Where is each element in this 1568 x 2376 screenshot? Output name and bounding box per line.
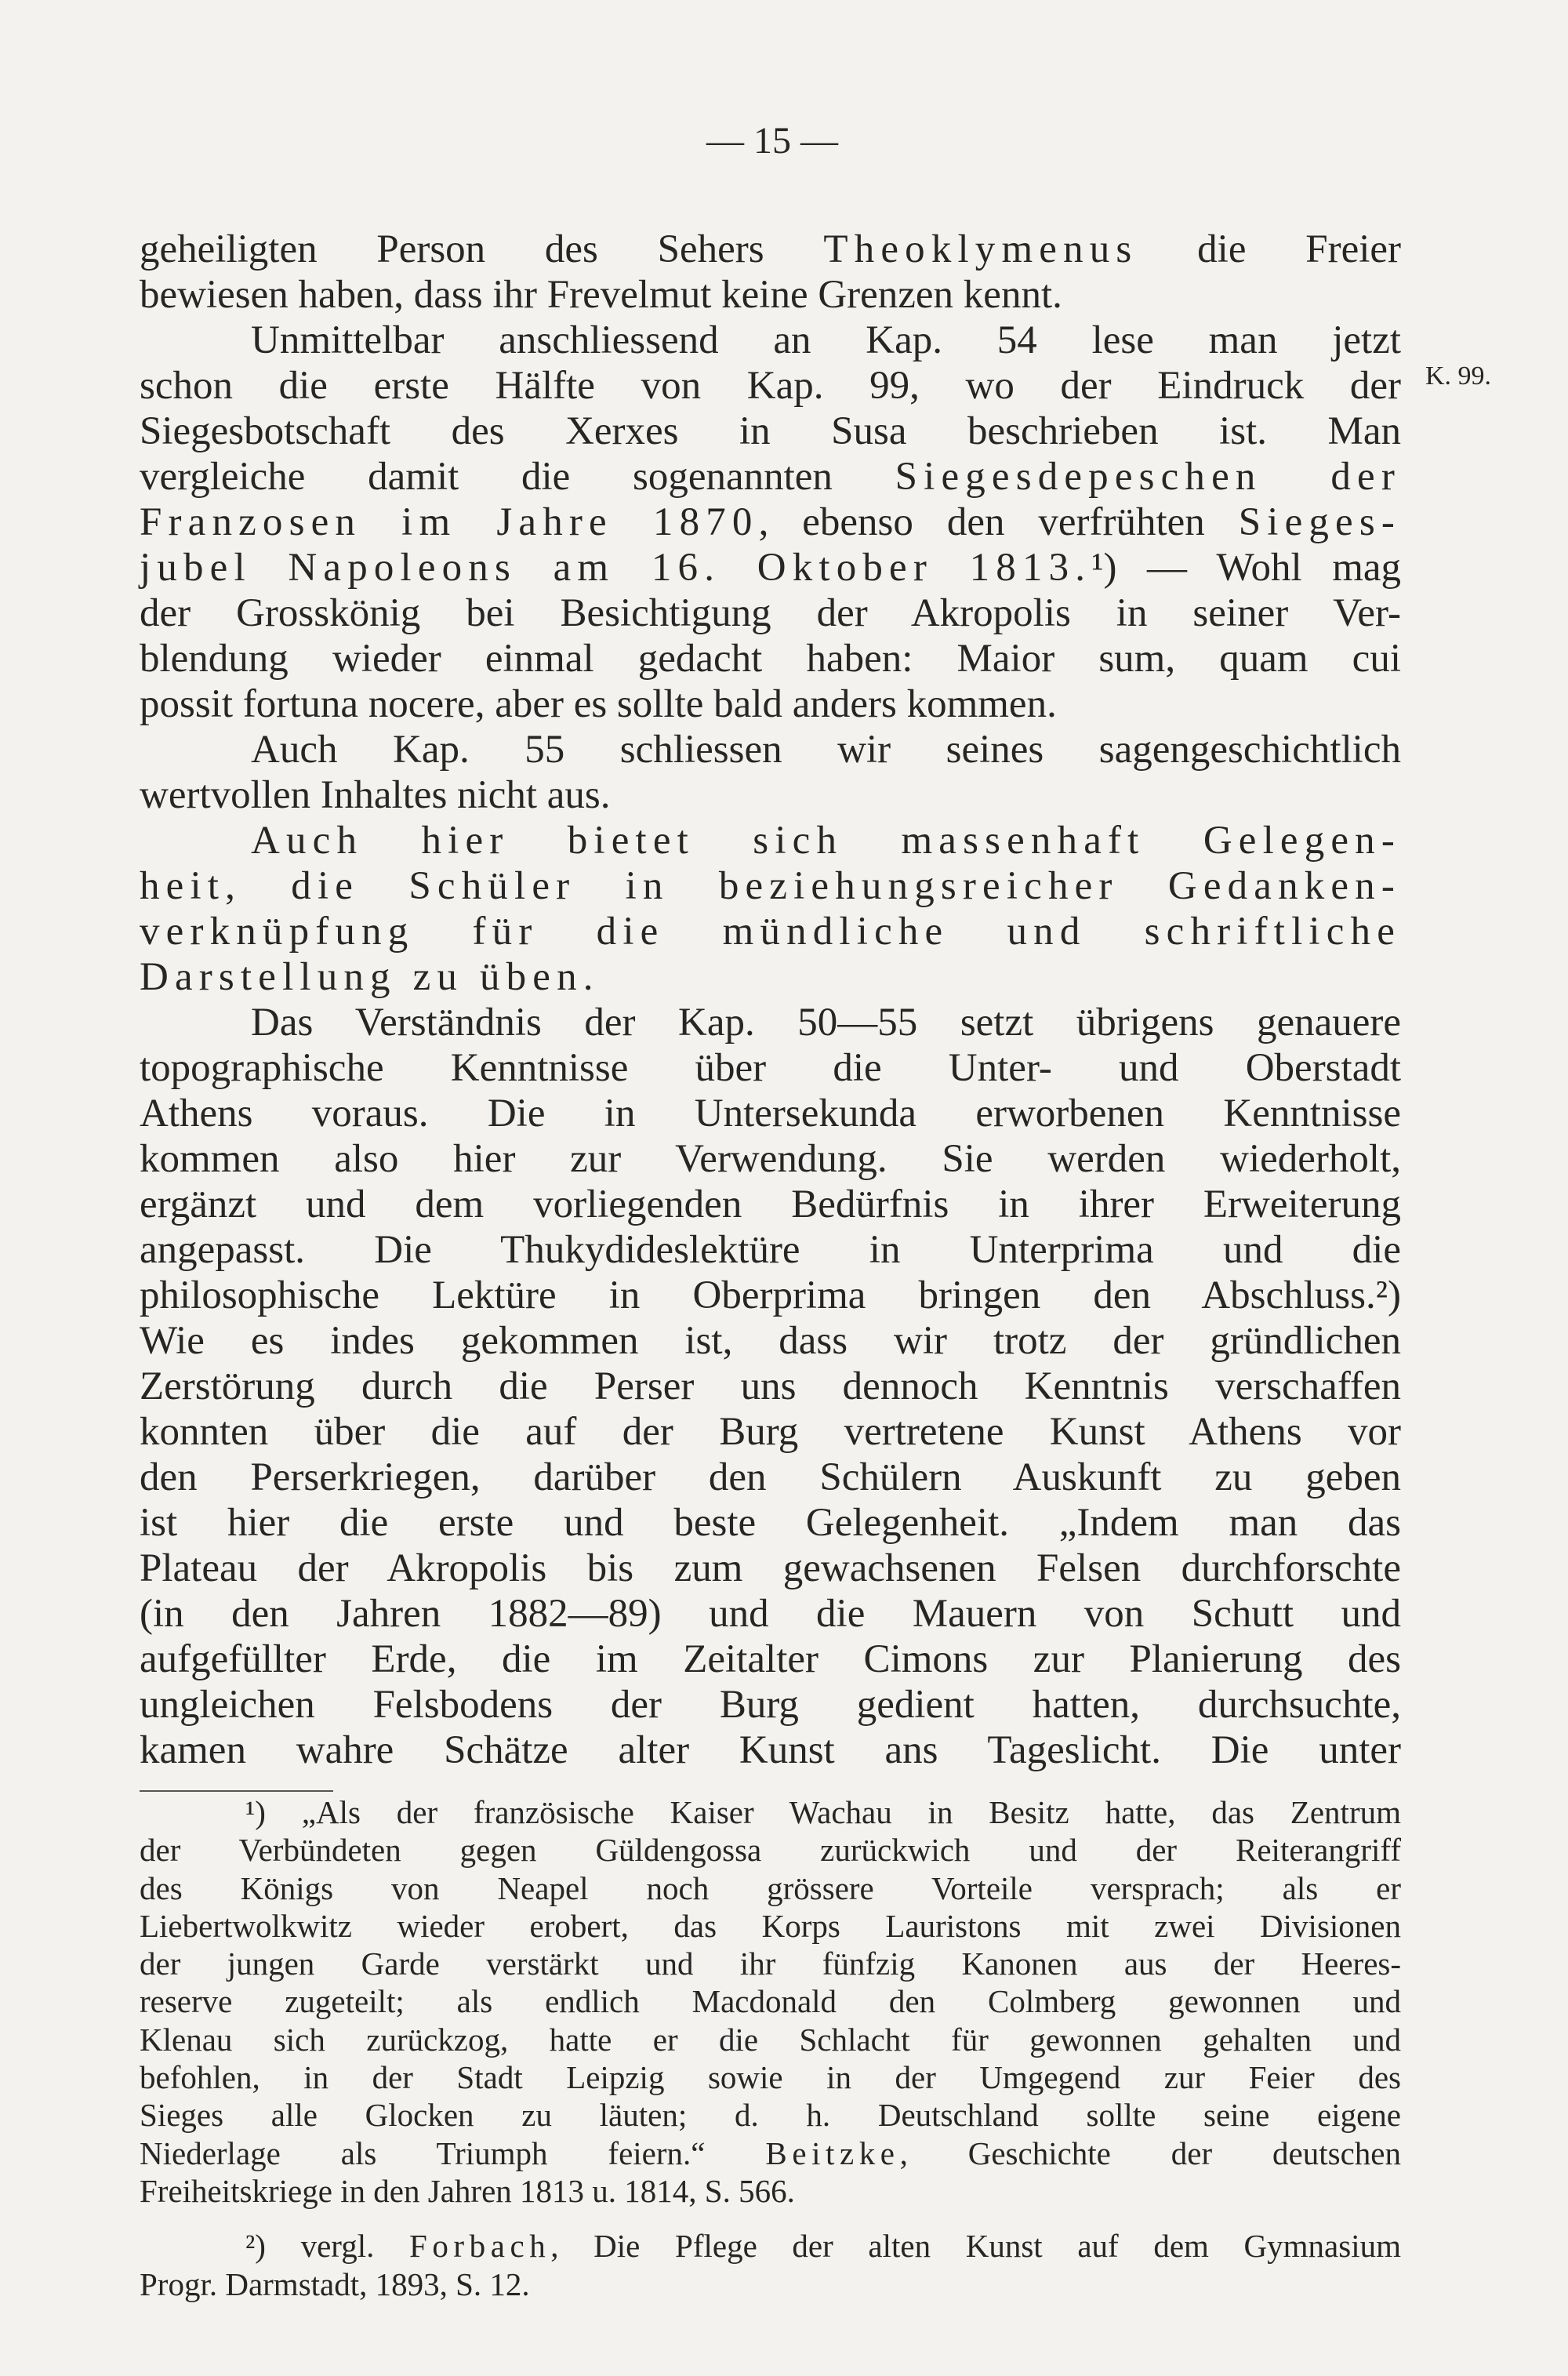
text-run: konnten über die auf der Burg vertretene Kunst Athens vor	[140, 1410, 1401, 1454]
spaced-emphasis-text: Franzosen im Jahre 1870	[140, 500, 759, 544]
footnote-line	[140, 2172, 1401, 2210]
text-line	[140, 363, 1401, 409]
spaced-emphasis-text: Forbach	[409, 2228, 551, 2265]
text-line	[140, 909, 1401, 954]
text-line	[140, 1091, 1401, 1136]
footnote-gap	[140, 2210, 1401, 2227]
footnote-line	[140, 1831, 1401, 1869]
text-run: vergleiche damit die sogenannten	[140, 455, 895, 499]
text-line	[140, 454, 1401, 500]
text-line	[140, 500, 1401, 545]
text-run: angepasst. Die Thukydideslektüre in Unterprima und die	[140, 1228, 1401, 1272]
text-run: kommen also hier zur Verwendung. Sie werden wiederholt,	[140, 1137, 1401, 1181]
text-line	[140, 1227, 1401, 1273]
text-run: Progr. Darmstadt, 1893, S. 12.	[140, 2265, 530, 2302]
footnote-line	[140, 1907, 1401, 1945]
text-run: blendung wieder einmal gedacht haben: Maior sum, quam cui	[140, 637, 1401, 681]
spaced-emphasis-text: Auch hier bietet sich massenhaft Gelegen-	[251, 819, 1401, 863]
text-line	[140, 1409, 1401, 1455]
text-run: bewiesen haben, dass ihr Frevelmut keine Grenzen kennt.	[140, 273, 1062, 317]
footnote-divider	[140, 1790, 333, 1792]
text-line	[140, 1682, 1401, 1728]
text-line	[140, 1136, 1401, 1182]
text-line	[140, 954, 1401, 1000]
text-run: ¹) — Wohl mag	[1091, 546, 1402, 590]
text-line	[140, 772, 1401, 818]
text-run: philosophische Lektüre in Oberprima bringen den Abschluss.²)	[140, 1273, 1401, 1317]
text-run: der jungen Garde verstärkt und ihr fünfzig Kanonen aus der Heeres-	[140, 1945, 1401, 1982]
text-line	[140, 1182, 1401, 1227]
page-number: — 15 —	[706, 120, 838, 162]
text-run: ¹) „Als der französische Kaiser Wachau in Besitz hatte, das Zentrum	[245, 1794, 1401, 1830]
text-line	[140, 318, 1401, 363]
text-line	[140, 636, 1401, 681]
text-run: geheiligten Person des Sehers	[140, 227, 824, 271]
text-line	[140, 590, 1401, 636]
text-run: Auch Kap. 55 schliessen wir seines sagengeschichtlich	[251, 728, 1401, 772]
text-run: Plateau der Akropolis bis zum gewachsenen Felsen durchforschte	[140, 1546, 1401, 1590]
text-line	[140, 1455, 1401, 1500]
footnote-line	[140, 1793, 1401, 1831]
text-line	[140, 545, 1401, 590]
spaced-emphasis-text: Beitzke	[765, 2134, 900, 2171]
text-line	[140, 272, 1401, 318]
spaced-emphasis-text: Darstellung zu üben.	[140, 955, 600, 999]
text-run: die Freier	[1138, 227, 1402, 271]
text-run: (in den Jahren 1882—89) und die Mauern von Schutt und	[140, 1592, 1401, 1636]
text-line	[140, 863, 1401, 909]
text-line	[140, 681, 1401, 727]
text-line	[140, 227, 1401, 272]
text-line	[140, 1318, 1401, 1364]
spaced-emphasis-text: Sieges-	[1238, 500, 1401, 544]
text-line	[140, 1728, 1401, 1773]
text-line	[140, 1045, 1401, 1091]
text-run: Klenau sich zurückzog, hatte er die Schlacht für gewonnen gehalten und	[140, 2021, 1401, 2058]
text-run: Unmittelbar anschliessend an Kap. 54 lese man jetzt	[251, 318, 1401, 362]
text-run: kamen wahre Schätze alter Kunst ans Tageslicht. Die unter	[140, 1728, 1401, 1772]
text-run: ungleichen Felsbodens der Burg gedient hatten, durchsuchte,	[140, 1683, 1401, 1727]
body-text	[140, 227, 1401, 1773]
text-run: possit fortuna nocere, aber es sollte bald anders kommen.	[140, 682, 1057, 726]
text-run: schon die erste Hälfte von Kap. 99, wo der Eindruck der	[140, 364, 1401, 408]
text-run: Das Verständnis der Kap. 50—55 setzt übrigens genauere	[251, 1001, 1401, 1044]
margin-note: K. 99.	[1425, 361, 1492, 391]
text-run: , ebenso den verfrühten	[758, 500, 1239, 544]
text-line	[140, 1546, 1401, 1591]
text-run: ergänzt und dem vorliegenden Bedürfnis in ihrer Erweiterung	[140, 1183, 1401, 1226]
footnote-line	[140, 2096, 1401, 2134]
footnote-line	[140, 2134, 1401, 2172]
text-line	[140, 1591, 1401, 1637]
text-run: , Geschichte der deutschen	[899, 2134, 1402, 2171]
footnote-line	[140, 2227, 1401, 2265]
footnote-line	[140, 2265, 1401, 2303]
text-run: der Grosskönig bei Besichtigung der Akropolis in seiner Ver-	[140, 591, 1401, 635]
text-run: aufgefüllter Erde, die im Zeitalter Cimons zur Planierung des	[140, 1637, 1401, 1681]
text-run: Siegesbotschaft des Xerxes in Susa beschrieben ist. Man	[140, 409, 1401, 453]
footnote-line	[140, 1982, 1401, 2020]
spaced-emphasis-text: heit, die Schüler in beziehungsreicher Gedanken-	[140, 864, 1401, 908]
footnotes	[140, 1793, 1401, 2303]
text-run: Sieges alle Glocken zu läuten; d. h. Deutschland sollte seine eigene	[140, 2097, 1401, 2134]
spaced-emphasis-text: verknüpfung für die mündliche und schriftliche	[140, 910, 1401, 954]
text-run: Zerstörung durch die Perser uns dennoch Kenntnis verschaffen	[140, 1364, 1401, 1408]
text-run: Niederlage als Triumph feiern.“	[140, 2134, 766, 2171]
text-run: befohlen, in der Stadt Leipzig sowie in der Umgegend zur Feier des	[140, 2059, 1401, 2096]
footnote-line	[140, 1869, 1401, 1907]
spaced-emphasis-text: jubel Napoleons am 16. Oktober 1813.	[140, 546, 1092, 590]
footnote-line	[140, 2058, 1401, 2096]
spaced-emphasis-text: Siegesdepeschen der	[895, 455, 1401, 499]
text-run: , Die Pflege der alten Kunst auf dem Gymnasium	[550, 2228, 1401, 2265]
footnote-line	[140, 2021, 1401, 2058]
text-run: topographische Kenntnisse über die Unter- und Oberstadt	[140, 1046, 1401, 1090]
footnote-line	[140, 1945, 1401, 1982]
text-line	[140, 1364, 1401, 1409]
text-line	[140, 818, 1401, 863]
text-run: Liebertwolkwitz wieder erobert, das Korps Lauristons mit zwei Divisionen	[140, 1907, 1401, 1944]
text-run: wertvollen Inhaltes nicht aus.	[140, 773, 611, 817]
text-run: der Verbündeten gegen Güldengossa zurückwich und der Reiterangriff	[140, 1832, 1401, 1869]
text-line	[140, 1500, 1401, 1546]
text-line	[140, 409, 1401, 454]
text-run: Freiheitskriege in den Jahren 1813 u. 1814, S. 566.	[140, 2172, 795, 2209]
text-run: ²) vergl.	[245, 2228, 409, 2265]
text-run: den Perserkriegen, darüber den Schülern Auskunft zu geben	[140, 1455, 1401, 1499]
text-run: Wie es indes gekommen ist, dass wir trotz der gründlichen	[140, 1319, 1401, 1363]
text-run: reserve zugeteilt; als endlich Macdonald den Colmberg gewonnen und	[140, 1983, 1401, 2020]
text-run: ist hier die erste und beste Gelegenheit. „Indem man das	[140, 1501, 1401, 1545]
text-run: Athens voraus. Die in Untersekunda erworbenen Kenntnisse	[140, 1092, 1401, 1135]
text-run: des Königs von Neapel noch grössere Vorteile versprach; als er	[140, 1869, 1401, 1906]
spaced-emphasis-text: Theoklymenus	[823, 227, 1138, 271]
text-line	[140, 727, 1401, 772]
text-line	[140, 1000, 1401, 1045]
text-line	[140, 1273, 1401, 1318]
text-line	[140, 1637, 1401, 1682]
